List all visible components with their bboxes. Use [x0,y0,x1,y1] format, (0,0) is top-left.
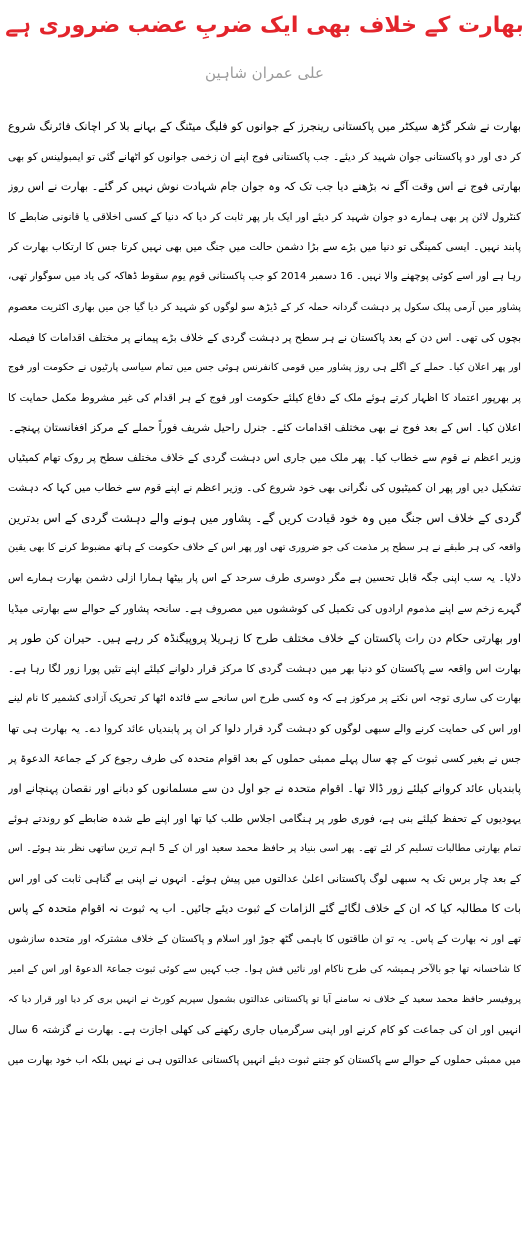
article-line: رہا ہے اور اسے کوئی پوچھنے والا نہیں۔ 16 دسمبر 2014 کو جب پاکستانی قوم یوم سقوط ڈھاکہ کی یاد میں سوگوار تھی، [8,271,521,283]
article-headline: بھارت کے خلاف بھی ایک ضربِ عضب ضروری ہے [5,13,524,38]
article-line: انہیں اور ان کی جماعت کو کام کرنے اور اپنی سرگرمیاں جاری رکھنے کی کھلی اجازت ہے۔ بھارت نے گزشتہ 6 سال [8,1023,521,1036]
article-line: تھے اور نہ بھارت کے پاس۔ یہ تو ان طاقتوں کا باہمی گٹھ جوڑ اور اسلام و پاکستان کے خلاف مشترکہ اور متحدہ سازشوں [8,933,521,945]
article-line: اور اس کی حمایت کرنے والے سبھی لوگوں کو دہشت گرد قرار دلوا کر ان پر پابندیاں عائد کروا دے۔ یہ بھارت ہی تھا [8,722,521,735]
article-line: جس نے بغیر کسی ثبوت کے چھ سال پہلے ممبئی حملوں کے بعد اقوام متحدہ کی طرف رجوع کر کے جماعۃ الدعوۃ پر [8,752,521,765]
article-line: پر بھرپور اعتماد کا اظہار کرتے ہوئے ملک کے دفاع کیلئے حکومت اور فوج کے ہر اقدام کی غیر مشروط مکمل حمایت کا [8,391,521,404]
article-line: کے بعد چار برس تک یہ سبھی لوگ پاکستانی اعلیٰ عدالتوں میں پیش ہوئے۔ انہوں نے اپنی بے گناہی ثابت کی اور اس [8,873,521,886]
article-line: واقعہ کی ہر طبقے نے ہر سطح پر مذمت کی جو ضروری تھی اور پھر اس کے خلاف حکومت کے ہاتھ مضبوط کرنے کا بھی یقین [8,542,521,554]
article-line: پشاور میں آرمی پبلک سکول پر دہشت گردانہ حملہ کر کے ڈیڑھ سو لوگوں کو شہید کر دیا گیا جن میں بھاری اکثریت معصوم [8,301,521,313]
article-line: اعلان کیا۔ اس کے بعد فوج نے بھی مختلف اقدامات کئے۔ جنرل راحیل شریف فوراً حملے کے مرکز افغانستان پہنچے۔ [8,420,521,434]
article-line: تشکیل دیں اور پھر ان کمیٹیوں کی نگرانی بھی خود شروع کی۔ وزیر اعظم نے اپنے قوم سے خطاب میں کہا کہ دہشت [8,482,521,495]
article-line: تمام بھارتی مطالبات تسلیم کر لئے تھے۔ پھر اسی بنیاد پر حافظ محمد سعید اور ان کے 5 اہم ترین ساتھی نظر بند ہوئے۔ اس [8,843,521,855]
article-line: دلایا۔ یہ سب اپنی جگہ قابل تحسین ہے مگر دوسری طرف سرحد کے اس پار بیٹھا ہمارا ازلی دشمن بھارت ہمارے اس [8,572,521,585]
article-line: کنٹرول لائن پر بھی ہمارے دو جوان شہید کر دیئے اور ایک بار پھر ثابت کر دیا کہ دنیا کے کسی اخلاقی یا قانونی ضابطے کا [8,211,521,224]
article-line: اور پھر اعلان کیا۔ حملے کے اگلے ہی روز پشاور میں قومی کانفرنس ہوئی جس میں تمام سیاسی پارٹیوں نے حکومت اور فوج [8,361,521,373]
article-body [8,112,521,1256]
article-line: بھارت نے شکر گڑھ سیکٹر میں پاکستانی رینجرز کے جوانوں کو فلیگ میٹنگ کے بہانے بلا کر اچانک فائرنگ شروع [8,120,521,133]
article-line: یہودیوں کے تحفظ کیلئے بنی ہے، فوری طور پر ہنگامی اجلاس طلب کیا تھا اور اپنے طے شدہ ضابطے کو روندتے ہوئے [8,813,521,826]
article-line: بھارت کی ساری توجہ اس نکتے پر مرکوز ہے کہ وہ کسی طرح اس سانحے سے فائدہ اٹھا کر تحریک آزادی کشمیر کا نام لینے [8,692,521,704]
article-line: کر دی اور دو پاکستانی جوان شہید کر دیئے۔ جب پاکستانی فوج اپنے ان زخمی جوانوں کو اٹھانے گئی تو ایمبولینس کو بھی [8,151,521,164]
article-line: بچوں کی تھی۔ اس دن کے بعد پاکستان نے ہر سطح پر دہشت گردی کے خلاف بڑے پیمانے پر مختلف اقدامات کا فیصلہ [8,331,521,344]
article-line: پابند نہیں۔ ایسی کمینگی تو دنیا میں بڑے سے بڑا دشمن حالت میں جنگ میں بھی نہیں کرتا جس کا ارتکاب بھارت کر [8,241,521,254]
article-line: بات کا مطالبہ کیا کہ ان کے خلاف لگائے گئے الزامات کے ثبوت دیئے جائیں۔ اب یہ ثبوت نہ اقوام متحدہ کے پاس [8,902,521,916]
article-line: بھارتی فوج نے اس وقت آگے نہ بڑھنے دیا جب تک کہ وہ جوان جام شہادت نوش نہیں کر گئے۔ بھارت نے اس روز [8,180,521,194]
article-line: گردی کے خلاف اس جنگ میں وہ خود قیادت کریں گے۔ پشاور میں ہونے والے دہشت گردی کے اس بدترین [8,511,521,526]
article-line: پابندیاں عائد کروانے کیلئے زور ڈالا تھا۔ اقوام متحدہ نے جو اول دن سے مسلمانوں کو دبانے اور نقصان پہنچانے اور [8,782,521,796]
article-line: گہرے زخم سے اپنے مذموم ارادوں کی تکمیل کی کوششوں میں مصروف ہے۔ سانحہ پشاور کے حوالے سے بھارتی میڈیا [8,602,521,615]
article-line: میں ممبئی حملوں کے حوالے سے پاکستان کو جتنے ثبوت دیئے انہیں پاکستانی عدالتوں ہی نے نہیں بلکہ اب خود بھارت میں [8,1053,521,1066]
author-byline: علی عمران شاہین [205,64,324,82]
article-line: وزیر اعظم نے قوم سے خطاب کیا۔ پھر ملک میں جاری اس دہشت گردی کے خلاف مختلف سطح پر روک تھام کمیٹیاں [8,452,521,465]
article-line: اور بھارتی حکام دن رات پاکستان کے خلاف مختلف طرح کا زہریلا پروپیگنڈہ کر رہے ہیں۔ حیران کن طور پر [8,631,521,645]
article-line: بھارت اس واقعہ سے پاکستان کو دنیا بھر میں دہشت گردی کا مرکز قرار دلوانے کیلئے اپنے تئیں پورا زور لگا رہا ہے۔ [8,662,521,675]
article-line: کا شاخسانہ تھا جو بالآخر ہمیشہ کی طرح ناکام اور نائیں فش ہوا۔ جب کہیں سے کوئی ثبوت جماعۃ الدعوۃ اور اس کے امیر [8,963,521,975]
article-line: پروفیسر حافظ محمد سعید کے خلاف نہ سامنے آیا تو پاکستانی عدالتوں بشمول سپریم کورٹ نے انہیں بری کر دیا اور قرار دیا کہ [8,993,521,1005]
